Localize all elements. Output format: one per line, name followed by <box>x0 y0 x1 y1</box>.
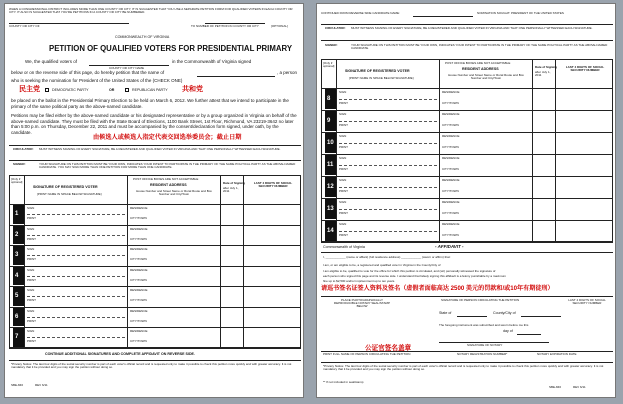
row-number: 3 <box>15 252 19 259</box>
table-row[interactable] <box>9 348 301 349</box>
print-label: PRINT <box>27 298 36 303</box>
print-label: PRINT <box>27 277 36 282</box>
candidate-label: CONTINUED FROM REVERSE SIDE CANDIDATE NAME: <box>321 11 400 15</box>
city-town-label: CITY/TOWN <box>442 101 459 105</box>
sign-label: SIGN <box>27 226 35 231</box>
city-town-label: CITY/TOWN <box>130 277 147 282</box>
row-number: 2 <box>15 231 19 238</box>
sign-label: SIGN <box>339 222 347 226</box>
row-number: 12 <box>327 184 334 190</box>
residence-label: RESIDENCE <box>442 112 460 116</box>
petition-reverse-page <box>316 3 616 398</box>
table-row[interactable] <box>9 266 301 267</box>
divider <box>321 252 613 253</box>
residence-label: RESIDENCE <box>442 90 460 94</box>
footer-continue: CONTINUE ADDITIONAL SIGNATURES AND COMPLETE AFFIDAVIT ON REVERSE SIDE. <box>45 352 195 356</box>
col-address-sub: House Number and Street Name or Rural Route and Box Number and City/Town <box>136 189 212 196</box>
circulator-label: CIRCULATOR: <box>13 147 34 151</box>
print-label: PRINT <box>27 318 36 323</box>
signer-label: SIGNER: <box>13 162 26 166</box>
col-line <box>336 59 337 242</box>
col-signature-sub: [PRINT NAME IN SPACE BELOW SIGNATURE] <box>349 76 414 80</box>
revision: REV 6/11 <box>35 383 48 387</box>
col-line <box>24 175 25 348</box>
table-row[interactable] <box>321 220 613 221</box>
city-town-label: CITY/TOWN <box>442 123 459 127</box>
col-address-top: POST OFFICE BOXES ARE NOT ACCEPTABLE <box>445 61 511 65</box>
row-divider <box>27 317 125 318</box>
row-number: 13 <box>327 206 334 212</box>
day-field-line[interactable] <box>517 334 541 335</box>
col-optional: [Only if optional] <box>11 177 23 184</box>
candidate-field-line[interactable] <box>197 76 275 77</box>
print-name-label: PRINT FULL NAME OF PERSON CIRCULATING THE PETITION <box>323 352 411 356</box>
residence-label: RESIDENCE <box>130 206 148 210</box>
para1b: in the Commonwealth of Virginia signed <box>172 59 252 64</box>
affidavit-line3: I am eligible to be, qualified to vote for the office for which this petition is circulated, and (sic) personally witnessed the signature of <box>323 269 496 273</box>
state-field-line[interactable] <box>457 316 487 317</box>
divider <box>321 362 613 363</box>
city-town-label: CITY/TOWN <box>442 211 459 215</box>
row-number: 1 <box>15 211 19 218</box>
col-line <box>127 175 128 348</box>
city-town-label: CITY/TOWN <box>130 298 147 303</box>
sworn-text: The foregoing instrument was subscribed and sworn before me this <box>439 323 529 327</box>
day-of-label: day of <box>503 329 513 333</box>
row-number: 9 <box>327 118 331 124</box>
header-bottom-line <box>9 204 301 205</box>
circulator-text: MUST WITNESS SIGNING OF EVERY SIGNATURE, BE A REGISTERED AND QUALIFIED VOTER IN VIRGINIA AND THAT ONE PERSONALLY WITNESSED EACH SIGNATURE. <box>351 26 593 30</box>
sign-label: SIGN <box>27 288 35 292</box>
privacy-notice: *Privacy Notice: The last four digits of the social security number is part of each voter's official record and is requested only to make it possible to check this petition more quickly and with greater accuracy. It is not mandatory that it be provided and you may sign the petition without doing so. <box>11 362 292 369</box>
row-divider <box>339 209 437 210</box>
para1a: We, the qualified voters of <box>25 59 77 64</box>
table-row[interactable] <box>321 110 613 111</box>
row-divider <box>339 143 437 144</box>
print-label: PRINT <box>27 339 36 344</box>
city-town-label: CITY/TOWN <box>130 257 147 262</box>
affidavit-line1: I, ____________ (name or affiant) (full residence address) ____________ (sworn or affirm) that: <box>323 255 451 259</box>
row-number: 14 <box>327 228 334 234</box>
nomination-label: NOMINATION SOUGHT: PRESIDENT OF THE UNITED STATES <box>477 11 564 15</box>
sign-label: SIGN <box>339 200 347 204</box>
col-address-top: POST OFFICE BOXES ARE NOT ACCEPTABLE <box>133 177 199 181</box>
col-optional: [Only if optional] <box>323 61 335 68</box>
residence-label: RESIDENCE <box>442 178 460 182</box>
city-town-label: CITY/TOWN <box>130 339 147 344</box>
republican-checkbox[interactable] <box>125 88 129 92</box>
row-divider <box>339 165 437 166</box>
signer-text: YOUR SIGNATURE ON THIS PETITION MUST BE YOUR OWN, INDICATES YOUR INTENT TO PARTICIPATE IN THE PRIMARY OF THE SAME POLITICAL PARTY AS THE ABOVE-NAMED CANDIDATE. YOU MAY SIGN MORE THAN ONE PETITION FOR MORE THAN ONE CANDIDATE. <box>39 162 296 169</box>
col-line <box>555 59 556 242</box>
header-bottom-line <box>321 88 613 89</box>
democratic-label: DEMOCRATIC PARTY <box>52 88 89 92</box>
row-number: 10 <box>327 140 334 146</box>
print-label: PRINT <box>339 123 348 127</box>
city-town-label: CITY/TOWN <box>130 318 147 323</box>
row-number: 6 <box>15 313 19 320</box>
city-town-label: CITY/TOWN <box>442 167 459 171</box>
circulator-text: MUST WITNESS SIGNING OF EVERY SIGNATURE, BE A REGISTERED AND QUALIFIED VOTER IN VIRGINIA AND THAT ONE PERSONALLY WITNESSED EACH SIGNATURE. <box>39 147 281 151</box>
table-row[interactable] <box>321 198 613 199</box>
divider <box>321 24 613 25</box>
democratic-checkbox[interactable] <box>45 88 49 92</box>
republican-chinese-label: 共和党 <box>182 86 203 93</box>
row-divider <box>339 187 437 188</box>
col-line <box>532 59 533 242</box>
sign-label: SIGN <box>27 329 35 333</box>
number-label: TO NUMBER OF PETITION IN COUNTY OR CITY <box>191 24 259 28</box>
republican-label: REPUBLICAN PARTY <box>132 88 168 92</box>
row-number: 11 <box>327 162 334 168</box>
divider <box>9 360 301 361</box>
col-address: RESIDENT ADDRESS <box>462 67 499 71</box>
revision: REV 6/11 <box>573 385 586 389</box>
col-ssn: LAST 4 DIGITS OF SOCIAL SECURITY NUMBER <box>565 65 605 72</box>
county-hint: COUNTY OR CITY NAME <box>109 66 145 70</box>
notary-seal-label: PLACE PHOTOGRAPHICALLY REPRODUCIBLE NOTARY SEAL/STAMP BELOW <box>333 298 391 308</box>
state-header: COMMONWEALTH OF VIRGINIA <box>115 35 170 39</box>
form-number: SBE-846 <box>549 385 562 389</box>
sign-label: SIGN <box>339 90 347 94</box>
col-line <box>243 175 244 348</box>
city-town-label: CITY/TOWN <box>442 233 459 237</box>
signer-label: SIGNER: <box>325 43 338 47</box>
para2: be placed on the ballot in the Presidential Primary Election to be held on March 6, 2012. We further attest that we intend to participate in the primary of the same political party as the above-named candidate. <box>11 98 289 109</box>
table-row[interactable] <box>9 307 301 308</box>
divider <box>321 296 613 297</box>
privacy-notice: *Privacy Notice: The last four digits of the social security number is part of each voter's official record and is requested only to make it possible to check this petition more quickly and with greater accuracy. It is not mandatory that it be provided and you may sign the petition without doing so. <box>323 364 604 371</box>
col-ssn: LAST 4 DIGITS OF SOCIAL SECURITY NUMBER <box>253 181 293 188</box>
residence-label: RESIDENCE <box>130 288 148 292</box>
signer-text: YOUR SIGNATURE ON THIS PETITION MUST BE YOUR OWN, INDICATES YOUR INTENT TO PARTICIPATE IN THE PRIMARY OF THE SAME POLITICAL PARTY AS THE ABOVE-NAMED CANDIDATE. <box>351 43 608 50</box>
residence-label: RESIDENCE <box>442 134 460 138</box>
row-divider <box>27 235 125 236</box>
county-label: COUNTY OR CITY OF <box>9 24 40 28</box>
page-title: PETITION OF QUALIFIED VOTERS FOR PRESIDENTIAL PRIMARY <box>49 44 293 53</box>
residence-label: RESIDENCE <box>130 247 148 251</box>
col-date-sub: after July 1, 2011 <box>223 186 239 193</box>
table-row[interactable] <box>9 225 301 226</box>
sign-label: SIGN <box>339 156 347 160</box>
city-town-label: CITY/TOWN <box>130 236 147 241</box>
signature-table <box>9 175 301 348</box>
circulator-signature-label: SIGNATURE OF PERSON CIRCULATING THE PETITION <box>441 298 520 302</box>
sign-label: SIGN <box>339 134 347 138</box>
row-divider <box>27 255 125 256</box>
print-label: PRINT <box>339 167 348 171</box>
table-row[interactable] <box>9 286 301 287</box>
notary-registration-label: NOTARY REGISTRATION NUMBER* <box>457 352 508 356</box>
sign-label: SIGN <box>339 112 347 116</box>
row-divider <box>339 231 437 232</box>
row-number: 8 <box>327 96 331 102</box>
table-row[interactable] <box>9 245 301 246</box>
col-line <box>439 59 440 242</box>
affidavit-line4: each person who signed this page and its reverse side. I understand that falsely signing this affidavit is a felony punishable by a maximum <box>323 274 506 278</box>
sign-label: SIGN <box>27 267 35 272</box>
row-divider <box>339 99 437 100</box>
city-town-label: CITY/TOWN <box>130 216 147 221</box>
col-date: Date of Signing <box>223 181 245 185</box>
notary-chinese-note: 公证官签名盖章 <box>365 345 412 352</box>
row-divider <box>339 121 437 122</box>
circulator-label: CIRCULATOR: <box>325 26 346 30</box>
deadline-chinese-note: 由候选人或候选人指定代表交回选举委员会；截止日期 <box>93 134 242 141</box>
residence-label: RESIDENCE <box>130 226 148 231</box>
print-label: PRINT <box>339 101 348 105</box>
city-town-label: CITY/TOWN <box>442 145 459 149</box>
notary-expiration-label: NOTARY EXPIRATION DATE <box>537 352 577 356</box>
signature-table <box>321 59 613 242</box>
col-signature-sub: [PRINT NAME IN SPACE BELOW SIGNATURE] <box>37 192 102 196</box>
state-of-label: State of <box>439 311 452 315</box>
penalty-chinese-note: 请巡书签名证签人资料及签名（虚假者面临高达 2500 美元的罚款和/或10年有期徒刑） <box>321 285 554 292</box>
row-divider <box>27 296 125 297</box>
row-number: 4 <box>15 272 19 279</box>
sign-label: SIGN <box>339 178 347 182</box>
para1e: who is seeking the nomination for President of the United States of the (CHECK ONE) <box>11 78 183 83</box>
print-label: PRINT <box>339 189 348 193</box>
or-label: OR <box>109 88 115 92</box>
print-label: PRINT <box>339 233 348 237</box>
row-number: 5 <box>15 293 19 300</box>
residence-label: RESIDENCE <box>442 200 460 204</box>
col-date: Date of Signing <box>535 65 557 69</box>
table-row[interactable] <box>321 154 613 155</box>
table-row[interactable] <box>321 176 613 177</box>
sign-label: SIGN <box>27 247 35 251</box>
col-address: RESIDENT ADDRESS <box>150 183 187 187</box>
sign-label: SIGN <box>27 206 35 210</box>
table-row[interactable] <box>321 132 613 133</box>
optional-label: [OPTIONAL] <box>271 24 288 28</box>
para1c: below or on the reverse side of this page, do hereby petition that the name of <box>11 70 165 75</box>
para3: Petitions may be filed either by the above-named candidate or his designated representative or by a group organized in Virginia on behalf of the above-named candidate. They must be filed with the State Board of Elections, 1100 Bank Street, 1st Floor, Richmond, VA 23219-3642 no later than 5:00 p.m. on Thursday, December 22, 2011 and must be accompanied by the consent/declaration form signed, under oath, by the candidate. <box>11 113 297 135</box>
print-label: PRINT <box>27 216 36 221</box>
candidate-field-line[interactable] <box>413 16 473 17</box>
affidavit-title: - AFFIDAVIT - <box>435 244 464 249</box>
divider <box>9 145 301 146</box>
sign-label: SIGN <box>27 308 35 313</box>
commonwealth-label: Commonwealth of Virginia <box>323 245 365 249</box>
col-line <box>220 175 221 348</box>
para1d: , a person <box>277 70 298 75</box>
residence-label: RESIDENCE <box>442 156 460 160</box>
form-number: SBE-846 <box>11 383 24 387</box>
print-label: PRINT <box>27 257 36 262</box>
row-divider <box>27 214 125 215</box>
county-field-line[interactable] <box>521 316 561 317</box>
print-label: PRINT <box>339 145 348 149</box>
print-label: PRINT <box>27 236 36 241</box>
row-divider <box>27 337 125 338</box>
col-signature: SIGNATURE OF REGISTERED VOTER <box>33 185 98 189</box>
divider <box>321 40 613 41</box>
row-number: 7 <box>15 334 19 341</box>
notary-signature-label: SIGNATURE OF NOTARY <box>467 343 503 347</box>
residence-label: RESIDENCE <box>130 267 148 272</box>
row-divider <box>27 276 125 277</box>
city-town-label: CITY/TOWN <box>442 189 459 193</box>
residence-label: RESIDENCE <box>442 222 460 226</box>
col-date-sub: after July 1, 2011 <box>535 70 551 77</box>
democratic-chinese-label: 民主党 <box>19 86 40 93</box>
col-signature: SIGNATURE OF REGISTERED VOTER <box>345 69 410 73</box>
divider <box>9 160 301 161</box>
affidavit-line5: fine up to $2,500 and/or imprisonment up to ten years. <box>323 279 396 283</box>
residence-label: RESIDENCE <box>130 308 148 313</box>
table-row[interactable] <box>321 242 613 243</box>
residence-label: RESIDENCE <box>130 329 148 333</box>
county-of-label: County/City of <box>493 311 516 315</box>
col-address-sub: House Number and Street Name or Rural Route and Box Number and City/Town <box>448 73 524 80</box>
petition-front-page <box>4 3 304 398</box>
table-row[interactable] <box>9 327 301 328</box>
print-label: PRINT <box>339 211 348 215</box>
affidavit-line2: I am, or am eligible to be, a registered and qualified voter in Virginia in the County/City of <box>323 263 441 267</box>
circulator-ssn-label: LAST 4 DIGITS OF SOCIAL SECURITY NUMBER <box>568 298 606 305</box>
instruction-text: WHEN A CONGRESSIONAL DISTRICT INCLUDES MORE THAN ONE COUNTY OR CITY, IT IS SUGGESTED THAT YOU USE A SEPARATE PETITION FORM FOR QUALIFIED VOTERS IN EACH COUNTY OR CITY. IT ALSO IS SUGGESTED THAT YOU'RE PETITIONS IN A COUNTY OR CITY BE NUMBERED. <box>9 7 293 14</box>
notary-note: ** If not included in seal/stamp <box>323 380 364 384</box>
